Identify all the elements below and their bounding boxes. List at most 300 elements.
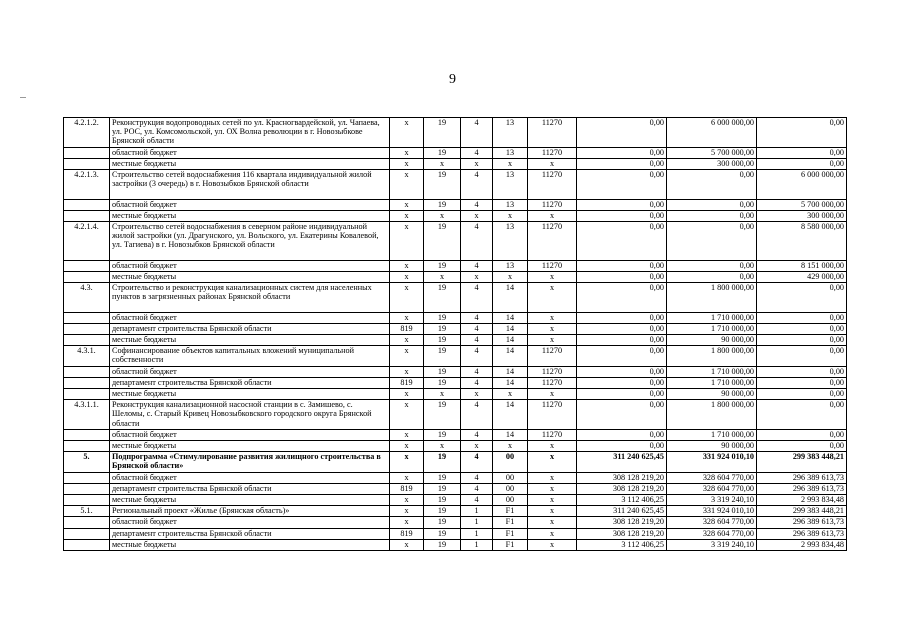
cell-item-name: местные бюджеты	[110, 335, 390, 346]
cell-amount-year1: 0,00	[577, 377, 667, 388]
cell-code-subprogram: 4	[461, 335, 493, 346]
cell-amount-year3: 5 700 000,00	[757, 199, 847, 210]
cell-code-subprogram: 4	[461, 400, 493, 430]
cell-code-event: 14	[493, 323, 528, 334]
table-row	[64, 517, 847, 528]
cell-item-number	[64, 323, 110, 334]
cell-code-admin: x	[390, 147, 424, 158]
cell-amount-year2: 1 800 000,00	[667, 283, 757, 313]
cell-code-direction: x	[528, 506, 577, 517]
cell-code-direction: 11270	[528, 346, 577, 366]
cell-item-number: 5.	[64, 452, 110, 472]
cell-item-number	[64, 260, 110, 271]
cell-code-program: 19	[424, 366, 461, 377]
cell-code-subprogram: 4	[461, 346, 493, 366]
cell-amount-year3: 0,00	[757, 377, 847, 388]
cell-item-number: 4.3.1.1.	[64, 400, 110, 430]
cell-item-number: 4.2.1.2.	[64, 118, 110, 148]
cell-item-number	[64, 528, 110, 539]
cell-code-subprogram: 1	[461, 517, 493, 528]
margin-mark	[20, 97, 26, 98]
cell-code-event: 00	[493, 472, 528, 483]
cell-code-subprogram: 4	[461, 118, 493, 148]
cell-code-subprogram: 4	[461, 366, 493, 377]
table-row	[64, 312, 847, 323]
cell-item-number	[64, 539, 110, 550]
cell-amount-year3: 0,00	[757, 118, 847, 148]
cell-amount-year2: 331 924 010,10	[667, 452, 757, 472]
budget-table-body	[64, 118, 847, 551]
cell-code-direction: 11270	[528, 377, 577, 388]
cell-code-event: x	[493, 271, 528, 282]
cell-amount-year2: 0,00	[667, 199, 757, 210]
cell-code-program: 19	[424, 429, 461, 440]
cell-amount-year1: 311 240 625,45	[577, 506, 667, 517]
cell-item-name: местные бюджеты	[110, 494, 390, 505]
cell-code-program: 19	[424, 517, 461, 528]
cell-code-admin: x	[390, 366, 424, 377]
cell-code-event: 13	[493, 199, 528, 210]
cell-code-admin: x	[390, 335, 424, 346]
cell-code-direction: 11270	[528, 169, 577, 199]
cell-code-admin: x	[390, 472, 424, 483]
cell-amount-year2: 328 604 770,00	[667, 517, 757, 528]
cell-code-admin: x	[390, 494, 424, 505]
cell-code-admin: x	[390, 260, 424, 271]
cell-amount-year3: 2 993 834,48	[757, 494, 847, 505]
cell-code-direction: x	[528, 452, 577, 472]
cell-amount-year1: 0,00	[577, 346, 667, 366]
cell-code-direction: x	[528, 483, 577, 494]
cell-amount-year1: 0,00	[577, 366, 667, 377]
cell-code-admin: x	[390, 400, 424, 430]
cell-amount-year2: 90 000,00	[667, 441, 757, 452]
cell-item-name: местные бюджеты	[110, 539, 390, 550]
cell-item-number	[64, 147, 110, 158]
cell-code-admin: x	[390, 221, 424, 260]
cell-amount-year3: 296 389 613,73	[757, 528, 847, 539]
cell-item-name: областной бюджет	[110, 472, 390, 483]
cell-amount-year1: 0,00	[577, 429, 667, 440]
cell-item-name: областной бюджет	[110, 429, 390, 440]
cell-code-event: 14	[493, 429, 528, 440]
cell-code-direction: 11270	[528, 199, 577, 210]
cell-code-event: 00	[493, 494, 528, 505]
cell-amount-year3: 0,00	[757, 346, 847, 366]
table-row	[64, 169, 847, 199]
cell-item-number	[64, 335, 110, 346]
cell-code-admin: 819	[390, 323, 424, 334]
cell-item-name: местные бюджеты	[110, 389, 390, 400]
cell-amount-year1: 0,00	[577, 199, 667, 210]
cell-code-subprogram: 4	[461, 221, 493, 260]
cell-amount-year2: 1 710 000,00	[667, 377, 757, 388]
table-row	[64, 118, 847, 148]
cell-code-direction: x	[528, 494, 577, 505]
cell-code-subprogram: 4	[461, 147, 493, 158]
cell-amount-year2: 0,00	[667, 221, 757, 260]
cell-item-name: департамент строительства Брянской области	[110, 528, 390, 539]
cell-amount-year3: 296 389 613,73	[757, 483, 847, 494]
cell-code-admin: x	[390, 452, 424, 472]
cell-code-subprogram: 4	[461, 169, 493, 199]
table-row	[64, 528, 847, 539]
table-row	[64, 346, 847, 366]
cell-item-number: 5.1.	[64, 506, 110, 517]
table-row	[64, 210, 847, 221]
cell-amount-year2: 328 604 770,00	[667, 483, 757, 494]
cell-code-program: 19	[424, 346, 461, 366]
table-row	[64, 147, 847, 158]
cell-code-event: F1	[493, 539, 528, 550]
cell-code-event: F1	[493, 506, 528, 517]
table-row	[64, 483, 847, 494]
cell-item-name: Реконструкция канализационной насосной станции в с. Замишево, с. Шеломы, с. Старый Кривец Новозыбковского городского округа Брянской области	[110, 400, 390, 430]
cell-item-name: местные бюджеты	[110, 210, 390, 221]
cell-amount-year3: 0,00	[757, 158, 847, 169]
cell-item-name: Реконструкция водопроводных сетей по ул. Красногвардейской, ул. Чапаева, ул. РОС, ул. Комсомольской, ул. ОХ Волна революции в г. Новозыбкове Брянской области	[110, 118, 390, 148]
cell-amount-year1: 0,00	[577, 323, 667, 334]
cell-amount-year1: 311 240 625,45	[577, 452, 667, 472]
cell-code-admin: x	[390, 312, 424, 323]
cell-code-subprogram: 4	[461, 283, 493, 313]
cell-code-admin: x	[390, 118, 424, 148]
cell-code-direction: x	[528, 528, 577, 539]
cell-amount-year3: 429 000,00	[757, 271, 847, 282]
cell-code-event: 13	[493, 118, 528, 148]
cell-amount-year2: 328 604 770,00	[667, 528, 757, 539]
cell-amount-year3: 6 000 000,00	[757, 169, 847, 199]
cell-amount-year1: 0,00	[577, 335, 667, 346]
cell-code-admin: 819	[390, 377, 424, 388]
cell-item-number	[64, 199, 110, 210]
cell-code-event: 14	[493, 283, 528, 313]
cell-code-subprogram: 1	[461, 506, 493, 517]
cell-code-event: 14	[493, 377, 528, 388]
cell-code-program: 19	[424, 118, 461, 148]
cell-amount-year3: 2 993 834,48	[757, 539, 847, 550]
cell-amount-year1: 0,00	[577, 169, 667, 199]
cell-code-program: 19	[424, 400, 461, 430]
cell-item-name: областной бюджет	[110, 517, 390, 528]
cell-code-admin: x	[390, 506, 424, 517]
table-row	[64, 377, 847, 388]
cell-amount-year1: 308 128 219,20	[577, 528, 667, 539]
cell-amount-year2: 0,00	[667, 271, 757, 282]
table-row	[64, 283, 847, 313]
cell-code-program: 19	[424, 539, 461, 550]
cell-amount-year2: 1 800 000,00	[667, 346, 757, 366]
table-row	[64, 400, 847, 430]
cell-item-number	[64, 271, 110, 282]
cell-item-number	[64, 483, 110, 494]
cell-amount-year3: 296 389 613,73	[757, 517, 847, 528]
cell-code-program: x	[424, 158, 461, 169]
cell-amount-year2: 328 604 770,00	[667, 472, 757, 483]
cell-code-subprogram: 4	[461, 472, 493, 483]
cell-code-admin: x	[390, 441, 424, 452]
cell-amount-year2: 6 000 000,00	[667, 118, 757, 148]
cell-code-admin: x	[390, 199, 424, 210]
table-row	[64, 158, 847, 169]
cell-amount-year3: 0,00	[757, 312, 847, 323]
cell-code-subprogram: 4	[461, 494, 493, 505]
cell-item-name: областной бюджет	[110, 312, 390, 323]
cell-code-admin: x	[390, 271, 424, 282]
cell-code-program: 19	[424, 377, 461, 388]
cell-item-name: департамент строительства Брянской области	[110, 377, 390, 388]
cell-amount-year1: 3 112 406,25	[577, 539, 667, 550]
cell-item-name: местные бюджеты	[110, 441, 390, 452]
cell-code-program: 19	[424, 506, 461, 517]
cell-code-admin: x	[390, 429, 424, 440]
table-row	[64, 472, 847, 483]
cell-amount-year2: 90 000,00	[667, 335, 757, 346]
cell-amount-year2: 331 924 010,10	[667, 506, 757, 517]
table-row	[64, 199, 847, 210]
cell-amount-year2: 3 319 240,10	[667, 539, 757, 550]
cell-amount-year3: 8 580 000,00	[757, 221, 847, 260]
cell-amount-year1: 0,00	[577, 271, 667, 282]
cell-amount-year3: 0,00	[757, 335, 847, 346]
cell-amount-year2: 1 710 000,00	[667, 312, 757, 323]
cell-code-direction: 11270	[528, 118, 577, 148]
cell-code-program: x	[424, 389, 461, 400]
cell-code-program: 19	[424, 472, 461, 483]
cell-code-direction: x	[528, 539, 577, 550]
cell-item-name: Региональный проект «Жилье (Брянская область)»	[110, 506, 390, 517]
cell-item-name: областной бюджет	[110, 147, 390, 158]
table-row	[64, 441, 847, 452]
cell-code-event: 13	[493, 260, 528, 271]
cell-code-direction: x	[528, 335, 577, 346]
cell-code-subprogram: x	[461, 158, 493, 169]
cell-item-name: областной бюджет	[110, 366, 390, 377]
cell-amount-year2: 1 710 000,00	[667, 366, 757, 377]
cell-code-subprogram: x	[461, 271, 493, 282]
cell-code-direction: x	[528, 441, 577, 452]
cell-item-number	[64, 389, 110, 400]
cell-amount-year2: 3 319 240,10	[667, 494, 757, 505]
cell-code-admin: x	[390, 169, 424, 199]
cell-item-number: 4.2.1.3.	[64, 169, 110, 199]
cell-code-program: 19	[424, 452, 461, 472]
table-row	[64, 539, 847, 550]
page-number: 9	[449, 72, 456, 87]
cell-code-admin: x	[390, 283, 424, 313]
cell-code-event: 14	[493, 346, 528, 366]
cell-code-program: x	[424, 441, 461, 452]
cell-amount-year1: 0,00	[577, 312, 667, 323]
cell-amount-year1: 308 128 219,20	[577, 517, 667, 528]
cell-code-direction: 11270	[528, 221, 577, 260]
table-row	[64, 323, 847, 334]
cell-item-number: 4.2.1.4.	[64, 221, 110, 260]
cell-code-subprogram: 1	[461, 539, 493, 550]
cell-code-direction: 11270	[528, 429, 577, 440]
cell-code-event: 00	[493, 483, 528, 494]
cell-item-name: департамент строительства Брянской области	[110, 483, 390, 494]
cell-item-name: Софинансирование объектов капитальных вложений муниципальной собственности	[110, 346, 390, 366]
table-row	[64, 260, 847, 271]
cell-item-number	[64, 377, 110, 388]
cell-code-program: 19	[424, 312, 461, 323]
cell-amount-year2: 1 710 000,00	[667, 323, 757, 334]
cell-code-event: x	[493, 210, 528, 221]
cell-code-program: 19	[424, 494, 461, 505]
cell-code-direction: x	[528, 517, 577, 528]
cell-code-subprogram: 1	[461, 528, 493, 539]
cell-item-name: областной бюджет	[110, 260, 390, 271]
budget-table	[63, 117, 847, 551]
cell-code-event: 14	[493, 400, 528, 430]
cell-amount-year3: 0,00	[757, 147, 847, 158]
cell-code-admin: 819	[390, 528, 424, 539]
cell-code-program: x	[424, 210, 461, 221]
cell-amount-year2: 5 700 000,00	[667, 147, 757, 158]
cell-code-subprogram: 4	[461, 429, 493, 440]
cell-code-program: 19	[424, 323, 461, 334]
cell-code-direction: x	[528, 472, 577, 483]
cell-item-name: Строительство сетей водоснабжения 116 квартала индивидуальной жилой застройки (3 очередь) в г. Новозыбков Брянской области	[110, 169, 390, 199]
cell-code-subprogram: 4	[461, 377, 493, 388]
cell-code-program: 19	[424, 260, 461, 271]
table-row	[64, 335, 847, 346]
cell-amount-year2: 0,00	[667, 260, 757, 271]
table-row	[64, 494, 847, 505]
cell-amount-year2: 1 710 000,00	[667, 429, 757, 440]
cell-code-program: 19	[424, 199, 461, 210]
cell-item-name: Строительство сетей водоснабжения в северном районе индивидуальной жилой застройки (ул. Драгунского, ул. Вольского, ул. Екатерины Ковалевой, ул. Тагиева) в г. Новозыбков Брянской области	[110, 221, 390, 260]
cell-amount-year3: 0,00	[757, 323, 847, 334]
cell-item-name: областной бюджет	[110, 199, 390, 210]
cell-amount-year3: 0,00	[757, 400, 847, 430]
cell-code-admin: x	[390, 346, 424, 366]
cell-amount-year1: 0,00	[577, 210, 667, 221]
cell-amount-year1: 308 128 219,20	[577, 472, 667, 483]
cell-code-program: 19	[424, 335, 461, 346]
cell-code-direction: 11270	[528, 400, 577, 430]
cell-amount-year3: 0,00	[757, 441, 847, 452]
cell-code-event: x	[493, 158, 528, 169]
table-row	[64, 366, 847, 377]
cell-amount-year1: 0,00	[577, 147, 667, 158]
cell-amount-year1: 308 128 219,20	[577, 483, 667, 494]
cell-item-number	[64, 366, 110, 377]
cell-amount-year2: 0,00	[667, 210, 757, 221]
cell-item-name: департамент строительства Брянской области	[110, 323, 390, 334]
cell-amount-year1: 0,00	[577, 158, 667, 169]
cell-amount-year1: 0,00	[577, 221, 667, 260]
cell-code-program: 19	[424, 483, 461, 494]
cell-code-event: 14	[493, 335, 528, 346]
cell-code-subprogram: 4	[461, 312, 493, 323]
cell-amount-year1: 3 112 406,25	[577, 494, 667, 505]
cell-amount-year1: 0,00	[577, 441, 667, 452]
cell-code-subprogram: 4	[461, 452, 493, 472]
cell-item-name: местные бюджеты	[110, 271, 390, 282]
cell-code-admin: x	[390, 389, 424, 400]
cell-item-name: местные бюджеты	[110, 158, 390, 169]
table-row	[64, 452, 847, 472]
cell-code-program: 19	[424, 169, 461, 199]
cell-code-direction: x	[528, 389, 577, 400]
cell-code-program: 19	[424, 528, 461, 539]
cell-code-direction: x	[528, 312, 577, 323]
cell-code-direction: x	[528, 158, 577, 169]
cell-code-admin: x	[390, 517, 424, 528]
cell-amount-year1: 0,00	[577, 283, 667, 313]
cell-code-event: x	[493, 441, 528, 452]
cell-code-event: 00	[493, 452, 528, 472]
cell-code-admin: x	[390, 158, 424, 169]
cell-code-subprogram: 4	[461, 483, 493, 494]
cell-code-subprogram: x	[461, 210, 493, 221]
cell-amount-year3: 8 151 000,00	[757, 260, 847, 271]
cell-item-number	[64, 312, 110, 323]
cell-amount-year2: 90 000,00	[667, 389, 757, 400]
cell-code-program: x	[424, 271, 461, 282]
cell-code-event: 13	[493, 169, 528, 199]
cell-item-number	[64, 441, 110, 452]
cell-code-admin: x	[390, 210, 424, 221]
cell-item-number	[64, 158, 110, 169]
table-row	[64, 429, 847, 440]
cell-code-program: 19	[424, 147, 461, 158]
cell-item-number	[64, 517, 110, 528]
cell-amount-year3: 0,00	[757, 429, 847, 440]
cell-code-direction: 11270	[528, 260, 577, 271]
cell-amount-year3: 0,00	[757, 389, 847, 400]
cell-code-direction: 11270	[528, 366, 577, 377]
cell-amount-year3: 300 000,00	[757, 210, 847, 221]
cell-code-subprogram: 4	[461, 199, 493, 210]
cell-item-number	[64, 429, 110, 440]
cell-code-direction: 11270	[528, 147, 577, 158]
cell-code-subprogram: 4	[461, 323, 493, 334]
cell-amount-year3: 0,00	[757, 366, 847, 377]
cell-code-admin: 819	[390, 483, 424, 494]
cell-code-event: 14	[493, 366, 528, 377]
cell-item-number	[64, 472, 110, 483]
cell-code-subprogram: x	[461, 441, 493, 452]
cell-item-number: 4.3.	[64, 283, 110, 313]
cell-amount-year2: 1 800 000,00	[667, 400, 757, 430]
table-row	[64, 506, 847, 517]
cell-code-program: 19	[424, 283, 461, 313]
cell-code-subprogram: x	[461, 389, 493, 400]
cell-amount-year3: 296 389 613,73	[757, 472, 847, 483]
cell-code-event: 13	[493, 147, 528, 158]
cell-amount-year3: 299 383 448,21	[757, 452, 847, 472]
table-row	[64, 221, 847, 260]
cell-code-direction: x	[528, 283, 577, 313]
cell-amount-year1: 0,00	[577, 400, 667, 430]
cell-code-event: x	[493, 389, 528, 400]
cell-item-number	[64, 210, 110, 221]
cell-amount-year3: 0,00	[757, 283, 847, 313]
cell-amount-year3: 299 383 448,21	[757, 506, 847, 517]
cell-amount-year1: 0,00	[577, 118, 667, 148]
cell-code-event: F1	[493, 528, 528, 539]
cell-amount-year1: 0,00	[577, 389, 667, 400]
cell-code-event: 13	[493, 221, 528, 260]
cell-code-admin: x	[390, 539, 424, 550]
cell-amount-year2: 300 000,00	[667, 158, 757, 169]
cell-code-event: 14	[493, 312, 528, 323]
table-row	[64, 271, 847, 282]
cell-item-name: Строительство и реконструкция канализационных систем для населенных пунктов в загрязненных районах Брянской области	[110, 283, 390, 313]
